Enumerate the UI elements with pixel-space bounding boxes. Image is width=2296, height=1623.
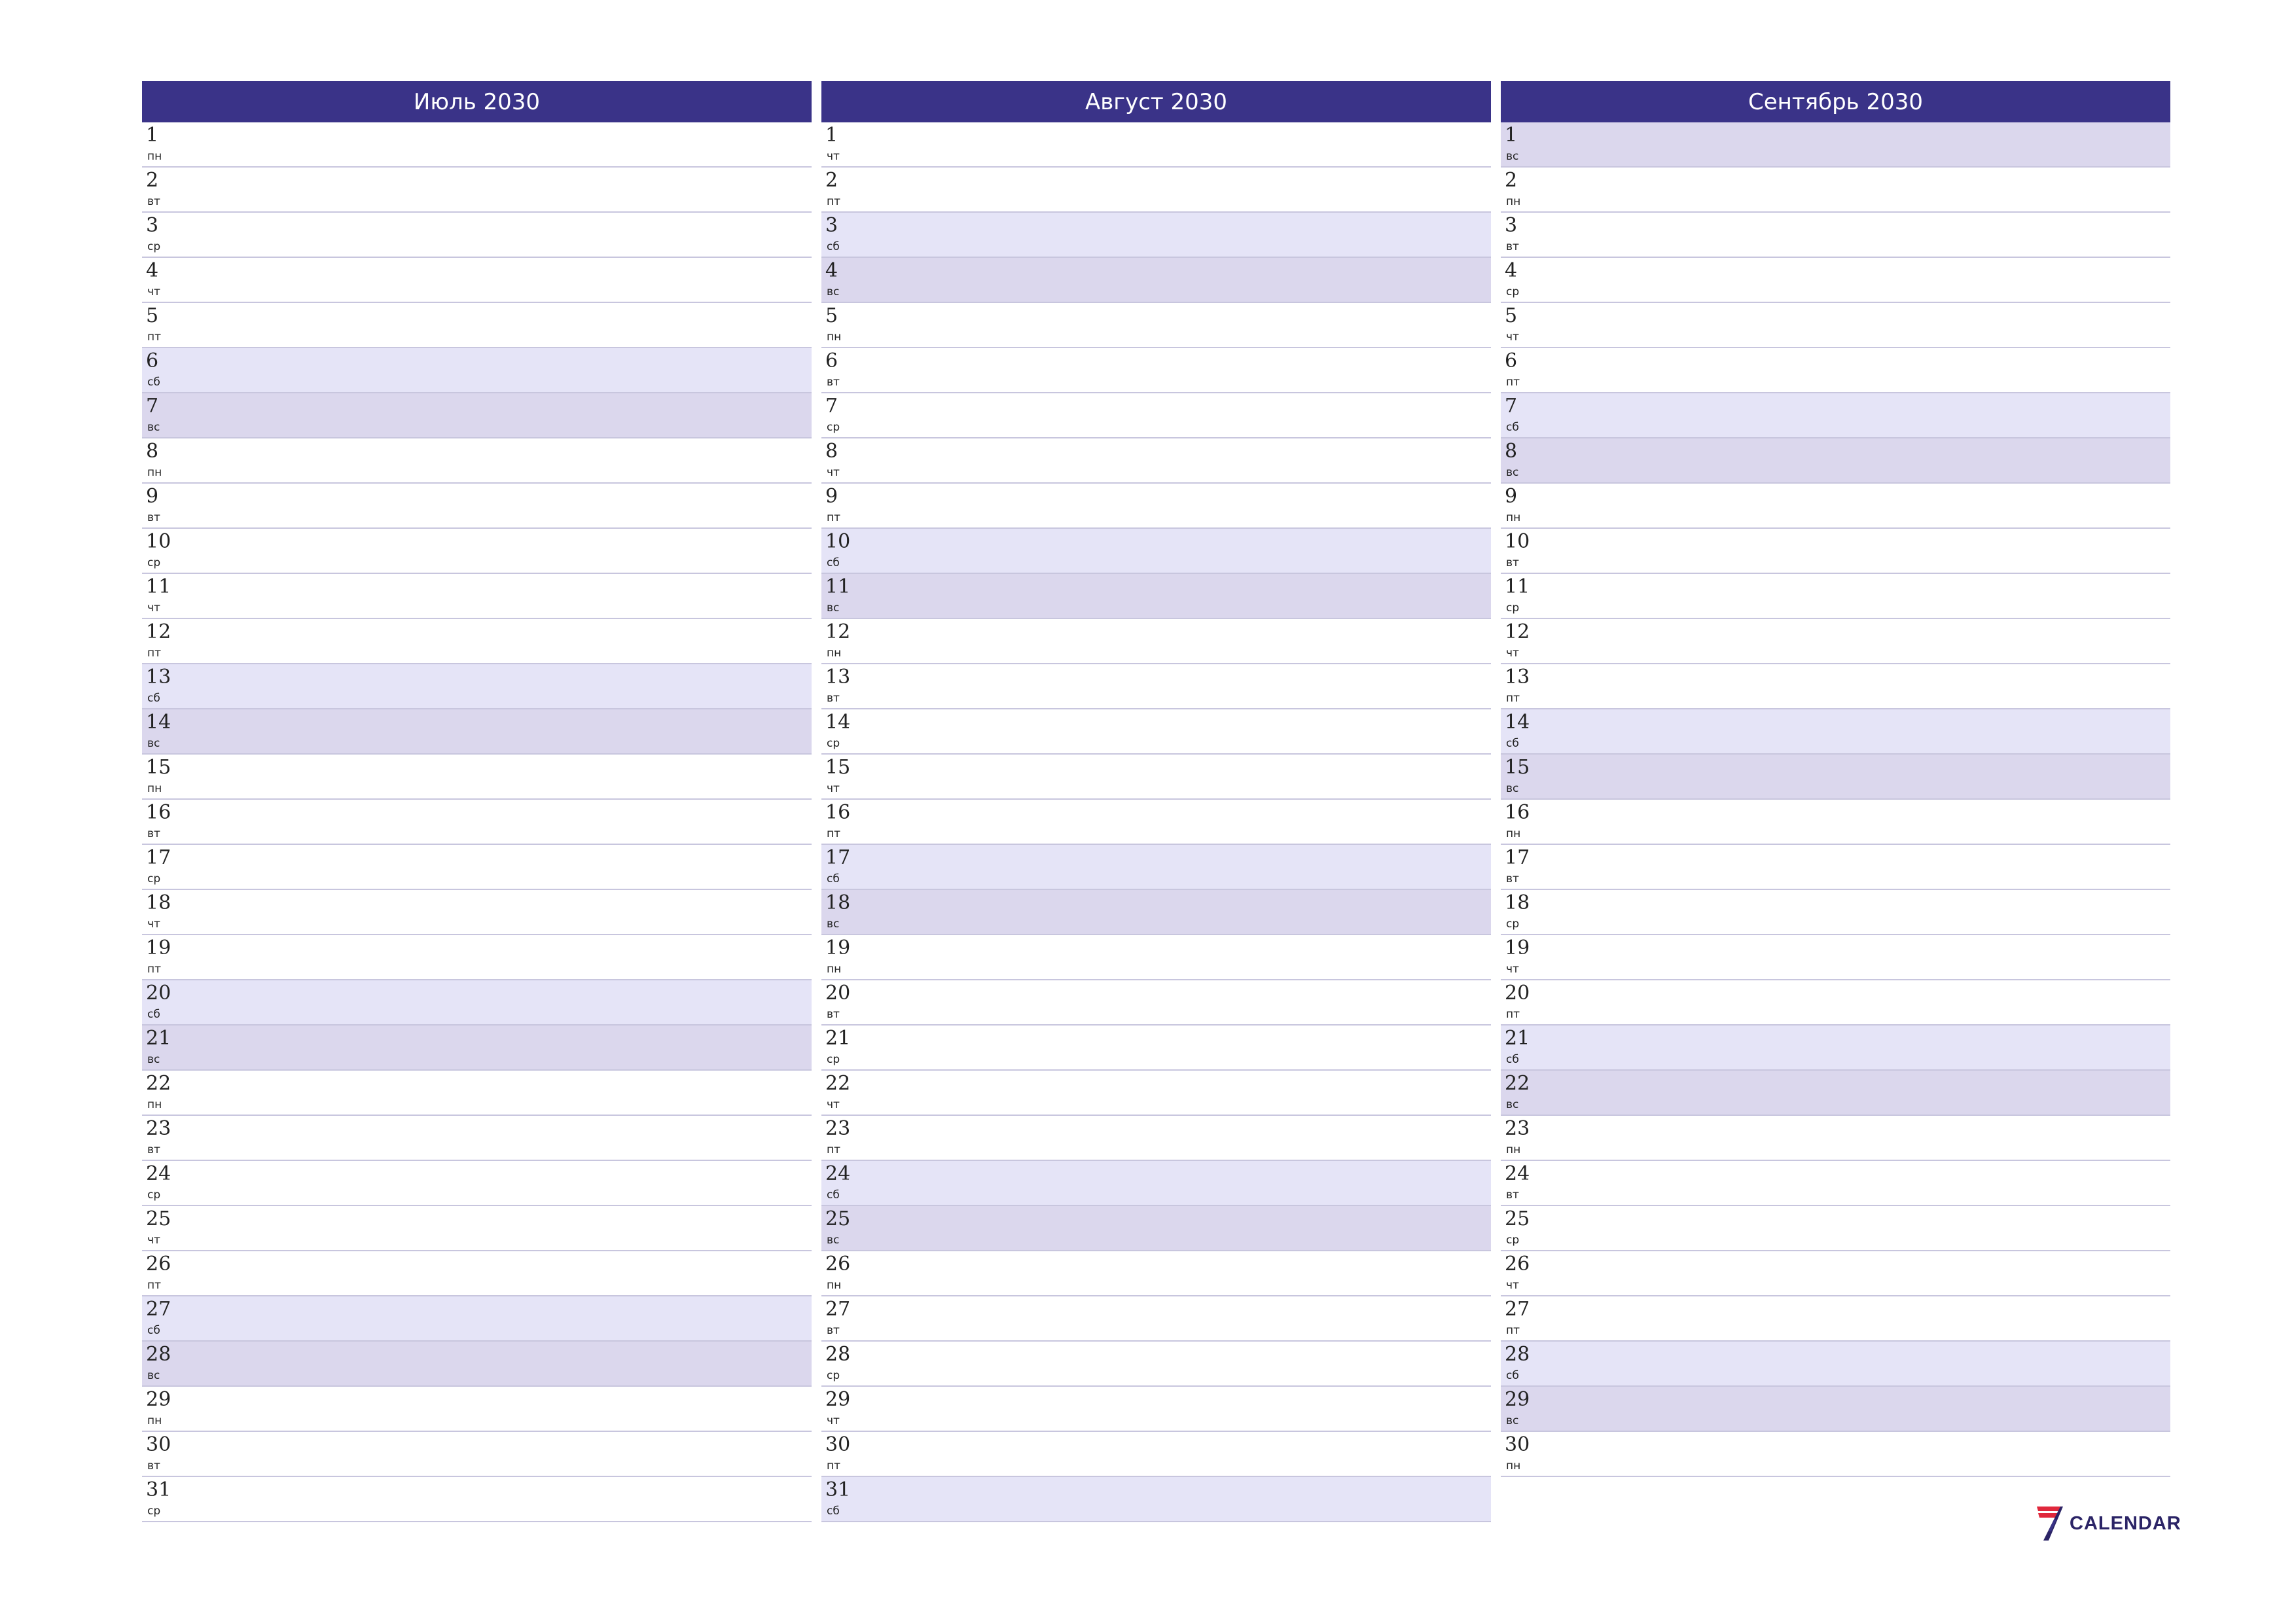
weekday-abbr: ср	[147, 556, 161, 569]
weekday-abbr: ср	[1506, 285, 1520, 298]
weekday-abbr: пн	[1506, 1143, 1521, 1156]
day-number: 18	[1505, 891, 1530, 914]
day-row	[142, 935, 812, 980]
weekday-abbr: пн	[827, 647, 842, 660]
day-number: 5	[1505, 304, 1518, 327]
weekday-abbr: вс	[147, 737, 160, 750]
weekday-abbr: ср	[827, 1053, 840, 1066]
day-row	[821, 619, 1491, 664]
day-number: 21	[825, 1027, 851, 1050]
day-list	[142, 122, 812, 1522]
day-number: 18	[825, 891, 851, 914]
day-number: 30	[825, 1433, 851, 1456]
day-row	[821, 348, 1491, 393]
day-number: 7	[146, 395, 159, 418]
day-row	[142, 1026, 812, 1071]
weekday-abbr: ср	[1506, 918, 1520, 931]
day-row	[142, 1071, 812, 1116]
weekday-abbr: вс	[1506, 150, 1519, 163]
weekday-abbr: вт	[1506, 240, 1519, 253]
day-number: 12	[825, 620, 851, 643]
day-number: 10	[146, 530, 171, 553]
day-number: 9	[825, 485, 838, 508]
day-number: 6	[825, 349, 838, 372]
day-number: 29	[825, 1388, 851, 1411]
weekday-abbr: пн	[147, 466, 162, 479]
weekday-abbr: ср	[827, 421, 840, 434]
day-number: 25	[146, 1207, 171, 1230]
day-row	[142, 1296, 812, 1342]
weekday-abbr: вт	[147, 827, 160, 840]
weekday-abbr: пт	[827, 195, 841, 208]
day-row	[1501, 1251, 2170, 1296]
weekday-abbr: пт	[147, 963, 162, 976]
weekday-abbr: вс	[827, 918, 840, 931]
day-number: 19	[825, 936, 851, 959]
weekday-abbr: чт	[147, 285, 160, 298]
month-title: Сентябрь 2030	[1501, 81, 2170, 122]
day-row	[821, 1387, 1491, 1432]
weekday-abbr: вс	[827, 1234, 840, 1247]
day-number: 23	[825, 1117, 851, 1140]
weekday-abbr: вт	[147, 195, 160, 208]
weekday-abbr: чт	[827, 466, 840, 479]
day-row	[142, 168, 812, 213]
day-number: 14	[146, 711, 171, 734]
day-row	[1501, 1161, 2170, 1206]
weekday-abbr: пн	[1506, 827, 1521, 840]
day-number: 11	[146, 575, 171, 598]
day-number: 5	[825, 304, 838, 327]
day-row	[1501, 980, 2170, 1026]
day-row	[1501, 574, 2170, 619]
weekday-abbr: чт	[827, 1414, 840, 1427]
day-list	[821, 122, 1491, 1522]
brand-logo	[2034, 1505, 2181, 1542]
day-number: 23	[146, 1117, 171, 1140]
day-row	[1501, 709, 2170, 755]
day-number: 1	[146, 124, 159, 147]
day-row	[1501, 484, 2170, 529]
day-number: 24	[146, 1162, 171, 1185]
month-title: Июль 2030	[142, 81, 812, 122]
day-number: 13	[1505, 666, 1530, 688]
day-number: 29	[1505, 1388, 1530, 1411]
weekday-abbr: ср	[1506, 1234, 1520, 1247]
day-row	[821, 303, 1491, 348]
weekday-abbr: пт	[1506, 1008, 1520, 1021]
day-number: 31	[146, 1478, 171, 1501]
day-number: 2	[825, 169, 838, 192]
day-row	[821, 393, 1491, 438]
weekday-abbr: ср	[827, 1369, 840, 1382]
weekday-abbr: пн	[1506, 195, 1521, 208]
weekday-abbr: пн	[1506, 1459, 1521, 1472]
day-row	[821, 1342, 1491, 1387]
weekday-abbr: вс	[147, 1369, 160, 1382]
weekday-abbr: пт	[147, 330, 162, 344]
day-row	[821, 1026, 1491, 1071]
day-row	[1501, 890, 2170, 935]
day-row	[1501, 258, 2170, 303]
day-row	[142, 303, 812, 348]
weekday-abbr: чт	[827, 150, 840, 163]
weekday-abbr: пн	[147, 150, 162, 163]
day-row	[821, 1296, 1491, 1342]
day-number: 20	[825, 982, 851, 1005]
day-row	[142, 664, 812, 709]
day-row	[821, 484, 1491, 529]
day-row	[821, 168, 1491, 213]
day-number: 27	[1505, 1298, 1530, 1321]
day-row	[1501, 168, 2170, 213]
day-number: 11	[1505, 575, 1530, 598]
day-row	[1501, 619, 2170, 664]
day-row	[142, 890, 812, 935]
day-row	[142, 574, 812, 619]
month-title: Август 2030	[821, 81, 1491, 122]
day-number: 28	[1505, 1343, 1530, 1366]
weekday-abbr: пн	[147, 1414, 162, 1427]
day-number: 4	[825, 259, 838, 282]
day-row	[821, 664, 1491, 709]
day-row	[821, 709, 1491, 755]
weekday-abbr: вт	[827, 692, 840, 705]
day-list	[1501, 122, 2170, 1477]
day-number: 27	[146, 1298, 171, 1321]
day-row	[1501, 1296, 2170, 1342]
day-row	[821, 1116, 1491, 1161]
day-row	[142, 1251, 812, 1296]
day-row	[142, 1477, 812, 1522]
weekday-abbr: пт	[827, 827, 841, 840]
day-row	[821, 258, 1491, 303]
weekday-abbr: сб	[827, 1505, 840, 1518]
day-row	[1501, 1026, 2170, 1071]
weekday-abbr: вт	[147, 1143, 160, 1156]
day-number: 20	[1505, 982, 1530, 1005]
weekday-abbr: вт	[1506, 1188, 1519, 1202]
weekday-abbr: сб	[1506, 1369, 1519, 1382]
day-row	[1501, 529, 2170, 574]
day-row	[821, 1432, 1491, 1477]
day-row	[142, 980, 812, 1026]
weekday-abbr: сб	[827, 240, 840, 253]
weekday-abbr: сб	[827, 872, 840, 885]
weekday-abbr: чт	[147, 601, 160, 615]
day-row	[142, 1387, 812, 1432]
day-row	[142, 1161, 812, 1206]
weekday-abbr: пт	[827, 1459, 841, 1472]
day-number: 3	[146, 214, 159, 237]
day-number: 14	[1505, 711, 1530, 734]
weekday-abbr: чт	[1506, 647, 1519, 660]
day-row	[821, 755, 1491, 800]
day-row	[821, 1251, 1491, 1296]
day-number: 24	[1505, 1162, 1530, 1185]
day-number: 2	[1505, 169, 1518, 192]
day-row	[1501, 213, 2170, 258]
weekday-abbr: вс	[827, 601, 840, 615]
day-row	[142, 755, 812, 800]
day-number: 19	[1505, 936, 1530, 959]
day-number: 26	[825, 1253, 851, 1275]
day-number: 7	[1505, 395, 1518, 418]
weekday-abbr: сб	[147, 1008, 160, 1021]
weekday-abbr: вс	[147, 421, 160, 434]
day-row	[1501, 393, 2170, 438]
day-number: 14	[825, 711, 851, 734]
day-row	[1501, 800, 2170, 845]
day-row	[1501, 755, 2170, 800]
weekday-abbr: пт	[147, 647, 162, 660]
seven-logo-icon	[2034, 1505, 2063, 1542]
weekday-abbr: сб	[147, 376, 160, 389]
day-row	[821, 845, 1491, 890]
day-row	[1501, 845, 2170, 890]
weekday-abbr: пт	[1506, 692, 1520, 705]
day-row	[142, 1206, 812, 1251]
day-number: 24	[825, 1162, 851, 1185]
day-row	[821, 122, 1491, 168]
day-number: 16	[825, 801, 851, 824]
month-column-july	[142, 81, 812, 1522]
day-number: 26	[1505, 1253, 1530, 1275]
day-number: 17	[1505, 846, 1530, 869]
day-row	[142, 800, 812, 845]
day-row	[821, 438, 1491, 484]
day-row	[1501, 1432, 2170, 1477]
weekday-abbr: пн	[827, 1279, 842, 1292]
weekday-abbr: вс	[1506, 782, 1519, 795]
day-number: 12	[1505, 620, 1530, 643]
day-row	[142, 1342, 812, 1387]
day-number: 22	[1505, 1072, 1530, 1095]
day-number: 25	[825, 1207, 851, 1230]
day-row	[1501, 1116, 2170, 1161]
weekday-abbr: вт	[1506, 872, 1519, 885]
day-number: 21	[146, 1027, 171, 1050]
day-number: 16	[1505, 801, 1530, 824]
weekday-abbr: чт	[147, 1234, 160, 1247]
weekday-abbr: чт	[827, 782, 840, 795]
day-row	[821, 1477, 1491, 1522]
day-number: 6	[1505, 349, 1518, 372]
day-number: 1	[825, 124, 838, 147]
day-row	[142, 122, 812, 168]
day-number: 30	[1505, 1433, 1530, 1456]
day-row	[142, 348, 812, 393]
weekday-abbr: чт	[147, 918, 160, 931]
weekday-abbr: сб	[1506, 421, 1519, 434]
weekday-abbr: вт	[147, 1459, 160, 1472]
day-row	[821, 800, 1491, 845]
day-number: 10	[1505, 530, 1530, 553]
day-row	[142, 484, 812, 529]
day-row	[1501, 664, 2170, 709]
weekday-abbr: пн	[827, 330, 842, 344]
day-number: 17	[146, 846, 171, 869]
day-number: 1	[1505, 124, 1518, 147]
day-number: 18	[146, 891, 171, 914]
weekday-abbr: сб	[1506, 1053, 1519, 1066]
day-row	[142, 258, 812, 303]
weekday-abbr: ср	[827, 737, 840, 750]
weekday-abbr: чт	[827, 1098, 840, 1111]
day-number: 11	[825, 575, 851, 598]
weekday-abbr: вс	[827, 285, 840, 298]
day-number: 20	[146, 982, 171, 1005]
day-number: 8	[146, 440, 159, 463]
day-row	[1501, 1387, 2170, 1432]
day-number: 8	[1505, 440, 1518, 463]
weekday-abbr: вт	[827, 1008, 840, 1021]
day-number: 3	[1505, 214, 1518, 237]
day-row	[821, 890, 1491, 935]
day-number: 3	[825, 214, 838, 237]
day-number: 28	[825, 1343, 851, 1366]
day-row	[142, 213, 812, 258]
day-number: 15	[146, 756, 171, 779]
day-number: 16	[146, 801, 171, 824]
weekday-abbr: пн	[147, 782, 162, 795]
weekday-abbr: ср	[147, 1505, 161, 1518]
weekday-abbr: вс	[1506, 1098, 1519, 1111]
day-number: 15	[825, 756, 851, 779]
day-row	[1501, 1071, 2170, 1116]
day-number: 22	[146, 1072, 171, 1095]
day-number: 2	[146, 169, 159, 192]
day-number: 13	[825, 666, 851, 688]
day-number: 10	[825, 530, 851, 553]
weekday-abbr: пт	[827, 511, 841, 524]
day-row	[142, 393, 812, 438]
day-row	[1501, 122, 2170, 168]
day-number: 22	[825, 1072, 851, 1095]
day-number: 4	[1505, 259, 1518, 282]
weekday-abbr: пт	[1506, 376, 1520, 389]
weekday-abbr: ср	[147, 1188, 161, 1202]
day-number: 23	[1505, 1117, 1530, 1140]
day-row	[142, 438, 812, 484]
day-row	[142, 529, 812, 574]
weekday-abbr: вт	[147, 511, 160, 524]
day-row	[821, 1206, 1491, 1251]
day-row	[1501, 935, 2170, 980]
day-number: 31	[825, 1478, 851, 1501]
weekday-abbr: ср	[147, 872, 161, 885]
weekday-abbr: вт	[827, 376, 840, 389]
weekday-abbr: пн	[147, 1098, 162, 1111]
weekday-abbr: сб	[827, 556, 840, 569]
weekday-abbr: пн	[827, 963, 842, 976]
day-number: 28	[146, 1343, 171, 1366]
day-number: 25	[1505, 1207, 1530, 1230]
weekday-abbr: сб	[827, 1188, 840, 1202]
day-row	[1501, 438, 2170, 484]
day-row	[821, 574, 1491, 619]
weekday-abbr: сб	[1506, 737, 1519, 750]
day-number: 8	[825, 440, 838, 463]
month-column-september	[1501, 81, 2170, 1477]
weekday-abbr: пн	[1506, 511, 1521, 524]
day-number: 26	[146, 1253, 171, 1275]
weekday-abbr: вс	[147, 1053, 160, 1066]
weekday-abbr: ср	[1506, 601, 1520, 615]
weekday-abbr: вт	[1506, 556, 1519, 569]
day-number: 19	[146, 936, 171, 959]
day-row	[142, 709, 812, 755]
weekday-abbr: вс	[1506, 466, 1519, 479]
day-row	[821, 213, 1491, 258]
weekday-abbr: вт	[827, 1324, 840, 1337]
day-number: 9	[1505, 485, 1518, 508]
day-number: 9	[146, 485, 159, 508]
weekday-abbr: чт	[1506, 330, 1519, 344]
weekday-abbr: пт	[1506, 1324, 1520, 1337]
day-row	[1501, 1342, 2170, 1387]
day-row	[1501, 348, 2170, 393]
logo-text: CALENDAR	[2070, 1512, 2181, 1534]
day-number: 7	[825, 395, 838, 418]
day-number: 6	[146, 349, 159, 372]
day-row	[821, 1071, 1491, 1116]
day-row	[142, 1116, 812, 1161]
weekday-abbr: сб	[147, 1324, 160, 1337]
day-row	[821, 935, 1491, 980]
day-number: 17	[825, 846, 851, 869]
day-number: 30	[146, 1433, 171, 1456]
day-row	[142, 845, 812, 890]
day-number: 27	[825, 1298, 851, 1321]
day-number: 29	[146, 1388, 171, 1411]
month-column-august	[821, 81, 1491, 1522]
day-row	[821, 980, 1491, 1026]
day-number: 5	[146, 304, 159, 327]
day-number: 13	[146, 666, 171, 688]
day-row	[142, 619, 812, 664]
weekday-abbr: вс	[1506, 1414, 1519, 1427]
day-number: 4	[146, 259, 159, 282]
day-row	[821, 1161, 1491, 1206]
weekday-abbr: сб	[147, 692, 160, 705]
day-row	[1501, 303, 2170, 348]
day-row	[1501, 1206, 2170, 1251]
weekday-abbr: пт	[147, 1279, 162, 1292]
day-number: 15	[1505, 756, 1530, 779]
weekday-abbr: чт	[1506, 963, 1519, 976]
weekday-abbr: пт	[827, 1143, 841, 1156]
weekday-abbr: чт	[1506, 1279, 1519, 1292]
day-row	[821, 529, 1491, 574]
day-number: 12	[146, 620, 171, 643]
day-number: 21	[1505, 1027, 1530, 1050]
day-row	[142, 1432, 812, 1477]
weekday-abbr: ср	[147, 240, 161, 253]
